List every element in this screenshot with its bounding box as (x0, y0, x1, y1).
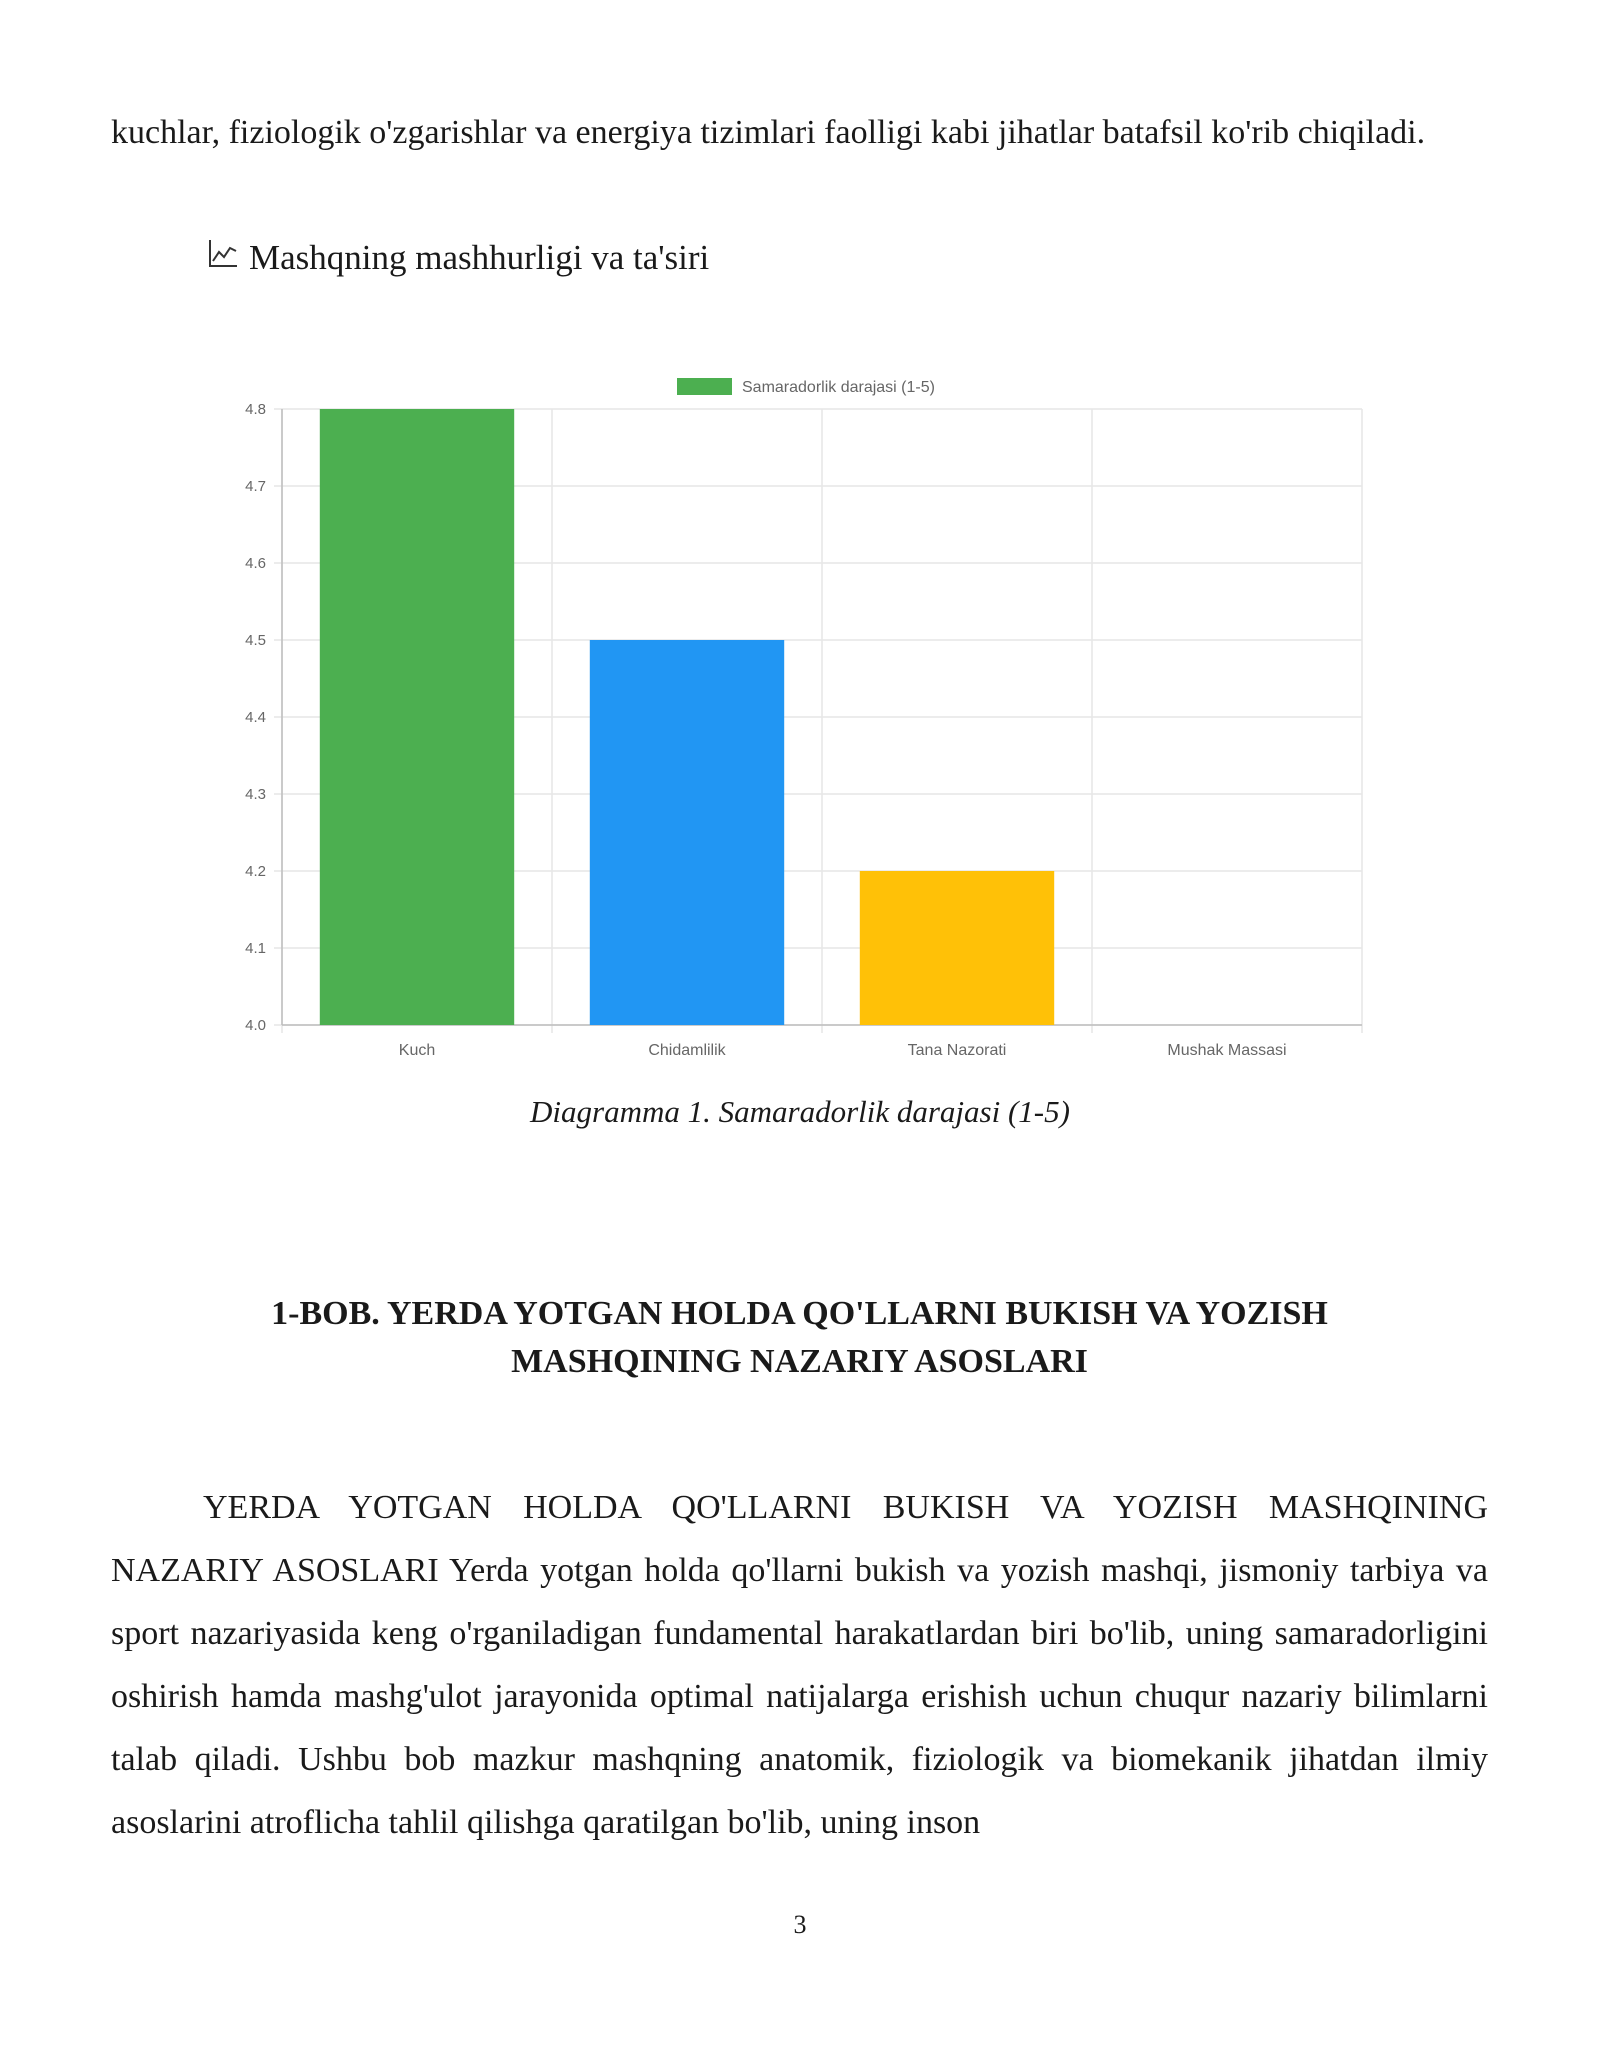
y-tick-label: 4.5 (245, 632, 266, 649)
body-text: YERDA YOTGAN HOLDA QO'LLARNI BUKISH VA YOZISH MASHQINING NAZARIY ASOSLARI Yerda yotgan holda qo'llarni bukish va yozish mashqi, jismoniy tarbiya va sport nazariyasida keng o'rganiladigan fundamental harakatlardan biri bo'lib, uning samaradorligini oshirish hamda mashg'ulot jarayonida optimal natijalarga erishish uchun chuqur nazariy bilimlarni talab qiladi. Ushbu bob mazkur mashqning anatomik, fiziologik va biomekanik jihatdan ilmiy asoslarini atroflicha tahlil qilishga qaratilgan bo'lib, uning inson (111, 1489, 1488, 1841)
y-tick-label: 4.0 (245, 1017, 266, 1034)
intro-text: kuchlar, fiziologik o'zgarishlar va energiya tizimlari faolligi kabi jihatlar batafsil ko'rib chiqiladi. (111, 114, 1426, 151)
y-tick-label: 4.4 (245, 709, 266, 726)
x-tick-label: Mushak Massasi (1167, 1042, 1287, 1059)
page-number: 3 (793, 1910, 807, 1939)
section-heading (207, 230, 709, 286)
legend-label: Samaradorlik darajasi (1-5) (742, 379, 935, 396)
y-tick-label: 4.7 (245, 478, 266, 495)
y-tick-label: 4.1 (245, 940, 266, 957)
y-tick-label: 4.2 (245, 863, 266, 880)
y-tick-label: 4.6 (245, 555, 266, 572)
chapter-title (111, 1290, 1488, 1386)
x-tick-label: Chidamlilik (648, 1042, 726, 1059)
intro-paragraph (111, 101, 1488, 164)
x-tick-label: Kuch (398, 1042, 436, 1059)
bar-chart (220, 366, 1370, 1066)
body-paragraph (111, 1476, 1488, 1854)
chapter-title-line2: MASHQINING NAZARIY ASOSLARI (511, 1343, 1088, 1380)
figure-caption: Diagramma 1. Samaradorlik darajasi (1-5) (530, 1094, 1070, 1129)
chart-line-icon (207, 230, 239, 286)
bar-kuch (320, 409, 514, 1025)
bar-tana-nazorati (860, 871, 1054, 1025)
y-tick-label: 4.3 (245, 786, 266, 803)
section-title: Mashqning mashhurligi va ta'siri (249, 238, 710, 277)
chapter-title-line1: 1-BOB. YERDA YOTGAN HOLDA QO'LLARNI BUKISH VA YOZISH (271, 1295, 1328, 1332)
y-tick-label: 4.8 (245, 401, 266, 418)
legend-swatch (677, 378, 732, 395)
x-tick-label: Tana Nazorati (907, 1042, 1007, 1059)
bar-chidamlilik (590, 640, 784, 1025)
